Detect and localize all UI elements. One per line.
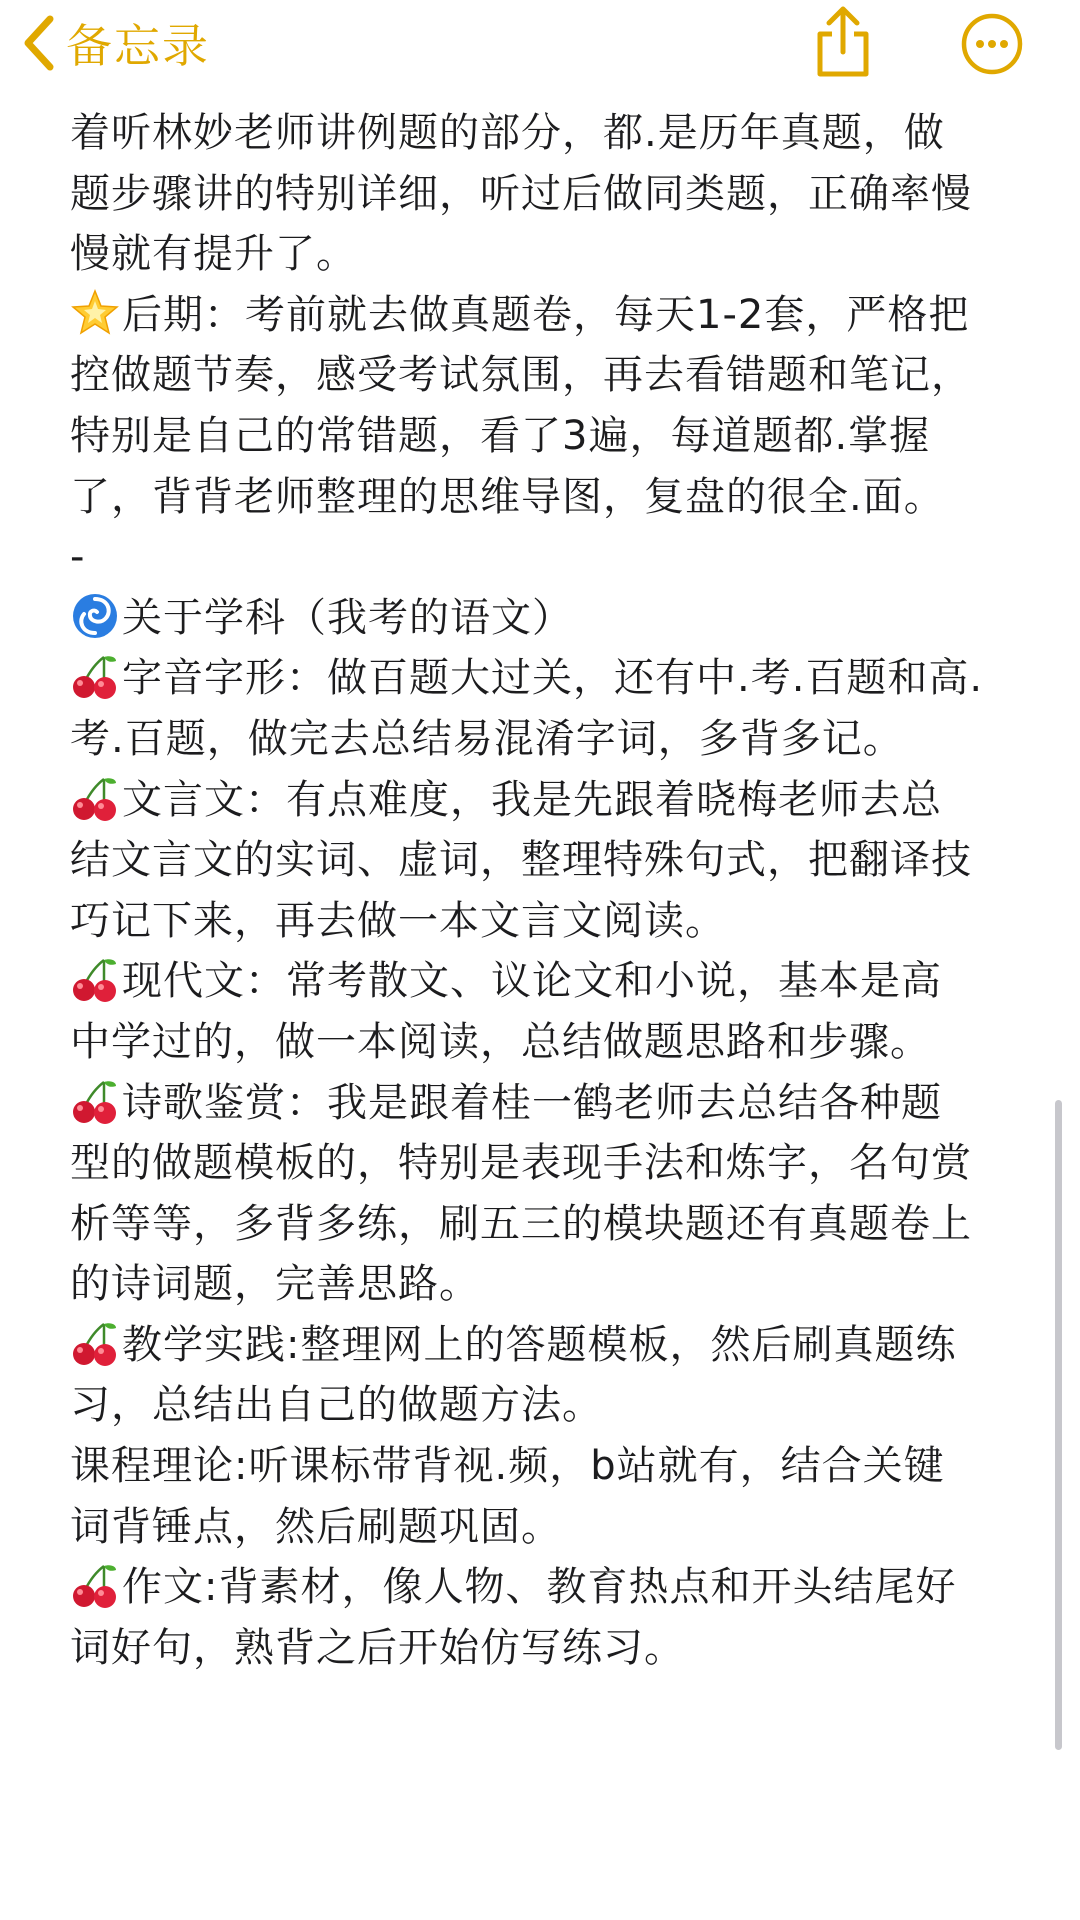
note-line: 慢就有提升了。 <box>70 231 357 278</box>
note-line: 字音字形：做百题大过关，还有中.考.百题和高. <box>70 648 1020 709</box>
share-button[interactable] <box>812 4 874 80</box>
back-button[interactable] <box>20 8 210 78</box>
cherries-icon <box>70 651 120 701</box>
share-icon <box>812 4 874 80</box>
note-line: 型的做题模板的，特别是表现手法和炼字，名句赏 <box>70 1140 972 1187</box>
chevron-left-icon <box>20 13 56 73</box>
note-line: 控做题节奏，感受考试氛围，再去看错题和笔记， <box>70 352 972 399</box>
note-line: 特别是自己的常错题，看了3遍，每道题都.掌握 <box>70 412 931 459</box>
note-line: 诗歌鉴赏：我是跟着桂一鹤老师去总结各种题 <box>70 1073 1020 1134</box>
note-line: 词好句，熟背之后开始仿写练习。 <box>70 1624 685 1671</box>
cherries-icon <box>70 1076 120 1126</box>
navigation-bar <box>0 0 1080 90</box>
note-line: 课程理论:听课标带背视.频，b站就有，结合关键 <box>70 1443 945 1490</box>
note-line: - <box>70 534 86 581</box>
back-label: 备忘录 <box>66 19 210 73</box>
cyclone-icon <box>70 591 120 641</box>
note-line: 了，背背老师整理的思维导图，复盘的很全.面。 <box>70 473 945 520</box>
more-button[interactable] <box>960 12 1024 76</box>
note-body[interactable] <box>70 103 1020 1678</box>
note-line: 中学过的，做一本阅读，总结做题思路和步骤。 <box>70 1018 931 1065</box>
cherries-icon <box>70 1560 120 1610</box>
glowing-star-icon <box>70 288 120 338</box>
note-line: 词背锤点，然后刷题巩固。 <box>70 1503 562 1550</box>
note-line: 关于学科（我考的语文） <box>70 588 1020 649</box>
note-line: 考.百题，做完去总结易混淆字词，多背多记。 <box>70 715 904 762</box>
note-line: 后期：考前就去做真题卷，每天1-2套，严格把 <box>70 285 1020 346</box>
note-line: 现代文：常考散文、议论文和小说，基本是高 <box>70 951 1020 1012</box>
note-line: 文言文：有点难度，我是先跟着晓梅老师去总 <box>70 770 1020 831</box>
note-line: 着听林妙老师讲例题的部分，都.是历年真题，做 <box>70 110 945 156</box>
more-icon <box>960 12 1024 76</box>
cherries-icon <box>70 954 120 1004</box>
cherries-icon <box>70 773 120 823</box>
scrollbar[interactable] <box>1055 1100 1062 1750</box>
cherries-icon <box>70 1318 120 1368</box>
note-line: 题步骤讲的特别详细，听过后做同类题，正确率慢 <box>70 170 972 217</box>
note-line: 的诗词题，完善思路。 <box>70 1261 480 1308</box>
note-line: 教学实践:整理网上的答题模板，然后刷真题练 <box>70 1315 1020 1376</box>
note-line: 析等等，多背多练，刷五三的模块题还有真题卷上 <box>70 1200 972 1247</box>
note-line: 习，总结出自己的做题方法。 <box>70 1382 603 1429</box>
note-line: 巧记下来，再去做一本文言文阅读。 <box>70 897 726 944</box>
note-line: 结文言文的实词、虚词，整理特殊句式，把翻译技 <box>70 837 972 884</box>
note-line: 作文:背素材，像人物、教育热点和开头结尾好 <box>70 1557 1020 1618</box>
